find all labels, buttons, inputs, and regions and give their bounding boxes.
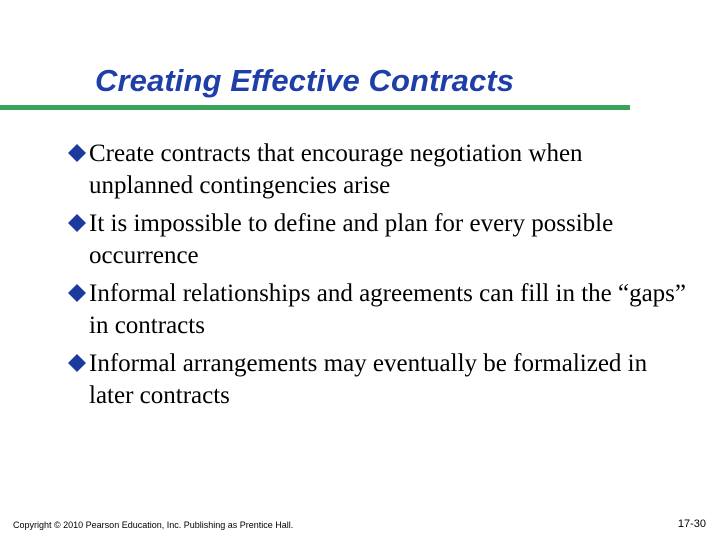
diamond-bullet-icon <box>68 354 86 372</box>
copyright-footer: Copyright © 2010 Pearson Education, Inc. Publishing as Prentice Hall. <box>13 520 294 530</box>
bullet-text: Informal arrangements may eventually be formalized in later contracts <box>89 350 648 409</box>
bullet-item <box>68 348 688 412</box>
diamond-bullet-icon <box>68 284 86 302</box>
bullet-text: It is impossible to define and plan for every possible occurrence <box>89 210 614 269</box>
slide-title: Creating Effective Contracts <box>95 63 515 98</box>
bullet-item <box>68 278 688 342</box>
bullet-list <box>68 138 688 418</box>
bullet-item <box>68 138 688 202</box>
bullet-text: Informal relationships and agreements can fill in the “gaps” in contracts <box>89 280 687 339</box>
bullet-item <box>68 208 688 272</box>
diamond-bullet-icon <box>68 214 86 232</box>
bullet-text: Create contracts that encourage negotiation when unplanned contingencies arise <box>89 140 583 199</box>
title-underline-rule <box>0 105 630 110</box>
page-number: 17-30 <box>677 518 706 530</box>
diamond-bullet-icon <box>68 144 86 162</box>
